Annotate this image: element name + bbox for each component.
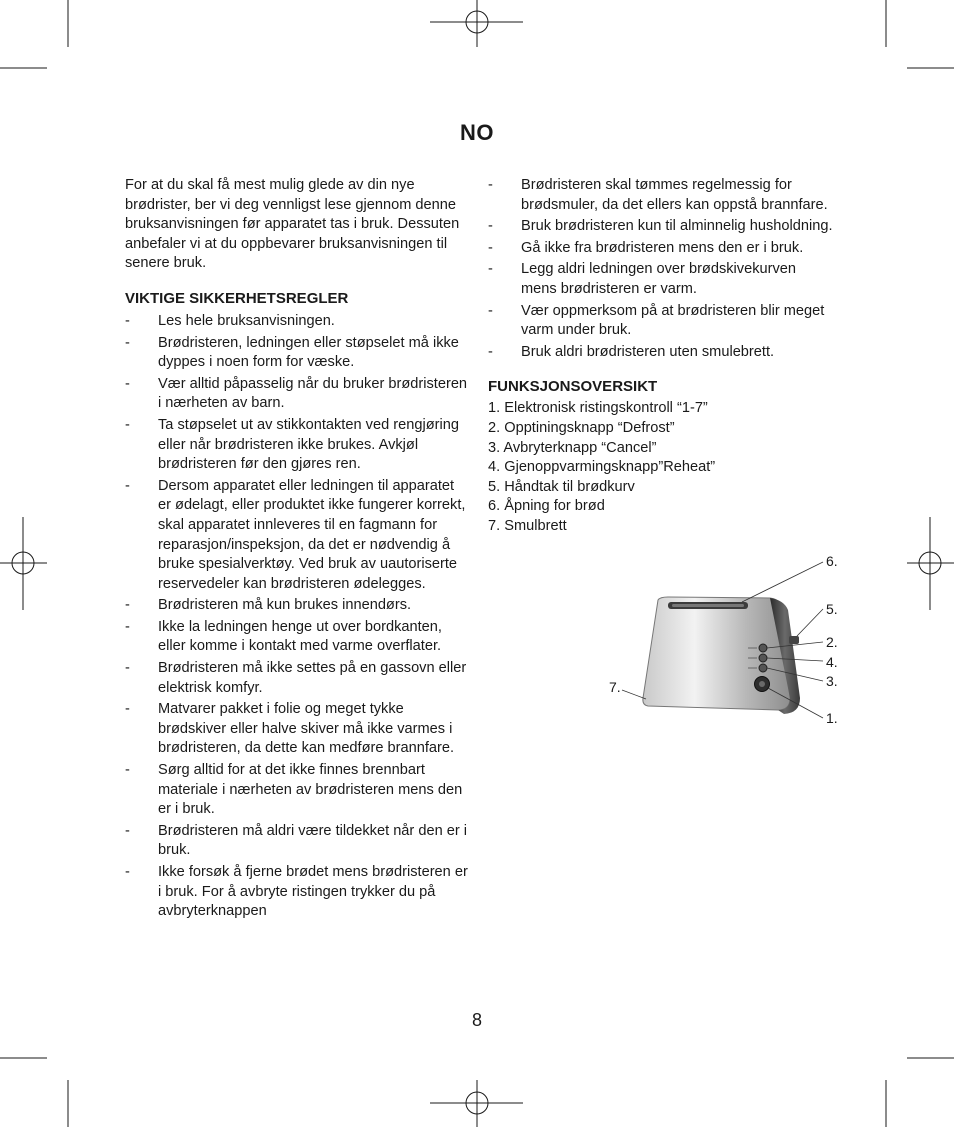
bullet-dash: - <box>488 177 493 193</box>
bullet-dash: - <box>488 343 493 360</box>
right-column <box>488 176 833 537</box>
list-item: - Bruk brødristeren kun til alminnelig husholdning. <box>488 217 833 237</box>
bullet-dash: - <box>125 597 130 614</box>
toaster-figure <box>600 548 850 728</box>
bullet-dash: - <box>125 660 130 677</box>
list-item: - Ikke forsøk å fjerne brødet mens brødristeren er i bruk. For å avbryte ristingen trykker du på avbryterknappen <box>125 864 468 920</box>
safety-heading: VIKTIGE SIKKERHETSREGLER <box>125 289 349 307</box>
list-item: 1. Elektronisk ristingskontroll “1-7” <box>488 400 708 417</box>
list-item: - Brødristeren skal tømmes regelmessig for brødsmuler, da det ellers kan oppstå brannfare. <box>488 177 828 213</box>
list-item: 5. Håndtak til brødkurv <box>488 478 635 495</box>
list-item: - Brødristeren må ikke settes på en gassovn eller elektrisk komfyr. <box>125 660 467 696</box>
callout-label-5: 5. <box>826 601 838 617</box>
safety-list-continued <box>488 176 833 362</box>
callout-label-4: 4. <box>826 654 838 670</box>
list-item: 3. Avbryterknapp “Cancel” <box>488 439 657 456</box>
list-item: - Brødristeren må aldri være tildekket når den er i bruk. <box>125 822 468 859</box>
bullet-dash: - <box>125 312 130 329</box>
list-item: - Les hele bruksanvisningen. <box>125 312 470 332</box>
bullet-dash: - <box>125 701 130 718</box>
bullet-dash: - <box>488 302 493 319</box>
bullet-dash: - <box>125 334 130 351</box>
bullet-dash: - <box>125 822 130 839</box>
bullet-dash: - <box>488 239 493 256</box>
list-item: - Brødristeren må kun brukes innendørs. <box>125 596 470 616</box>
bullet-dash: - <box>125 477 130 494</box>
toaster-illustration <box>600 548 850 728</box>
intro-paragraph: For at du skal få mest mulig glede av din nye brødrister, ber vi deg vennligst lese gjennom denne bruksanvisningen før apparatet tas i bruk. Dessuten anbefaler vi at du oppbevarer bruksanvisningen til senere bruk. <box>125 177 460 272</box>
bullet-dash: - <box>125 618 130 635</box>
callout-label-3: 3. <box>826 673 838 689</box>
list-item: - Bruk aldri brødristeren uten smulebrett. <box>488 343 833 363</box>
list-item: - Legg aldri ledningen over brødskivekurven mens brødristeren er varm. <box>488 261 797 297</box>
callout-label-1: 1. <box>826 710 838 726</box>
callout-label-6: 6. <box>826 553 838 569</box>
list-item: - Vær alltid påpasselig når du bruker brødristeren i nærheten av barn. <box>125 375 468 412</box>
callout-label-7: 7. <box>609 679 621 695</box>
list-item: - Vær oppmerksom på at brødristeren blir meget varm under bruk. <box>488 302 825 339</box>
language-heading: NO <box>460 120 494 145</box>
callout-label-2: 2. <box>826 634 838 650</box>
page-number: 8 <box>471 1010 482 1030</box>
functions-list <box>488 399 833 536</box>
list-item: 4. Gjenoppvarmingsknapp”Reheat” <box>488 459 716 476</box>
functions-heading: FUNKSJONSOVERSIKT <box>488 378 658 396</box>
bullet-dash: - <box>488 218 493 235</box>
list-item: 2. Opptiningsknapp “Defrost” <box>488 419 675 436</box>
left-column <box>125 176 470 924</box>
list-item: - Brødristeren, ledningen eller støpselet må ikke dyppes i noen form for væske. <box>125 334 459 371</box>
list-item: - Dersom apparatet eller ledningen til apparatet er ødelagt, eller produktet ikke fungerer korrekt, skal apparatet innleveres til en fagmann for reparasjon/inspeksjon, da det er nødvendig å bruke spesialverktøy. Ved bruk av uautoriserte reservedeler kan brødristeren ødelegges. <box>125 477 466 592</box>
bullet-dash: - <box>125 416 130 433</box>
list-item: 6. Åpning for brød <box>488 498 605 515</box>
list-item: - Ikke la ledningen henge ut over bordkanten, eller komme i kontakt med varme overflater. <box>125 618 442 655</box>
bullet-dash: - <box>125 762 130 779</box>
list-item: 7. Smulbrett <box>488 517 567 534</box>
list-item: - Ta støpselet ut av stikkontakten ved rengjøring eller når brødristeren ikke brukes. Avkjøl brødristeren før den gjøres ren. <box>125 416 459 473</box>
bullet-dash: - <box>125 375 130 392</box>
bullet-dash: - <box>125 864 130 880</box>
list-item: - Gå ikke fra brødristeren mens den er i bruk. <box>488 239 833 259</box>
list-item: - Sørg alltid for at det ikke finnes brennbart materiale i nærheten av brødristeren mens den er i bruk. <box>125 762 463 818</box>
bullet-dash: - <box>488 261 493 278</box>
list-item: - Matvarer pakket i folie og meget tykke brødskiver eller halve skiver må ikke varmes i brødristeren, da dette kan medføre brannfare. <box>125 701 455 757</box>
safety-list <box>125 312 470 922</box>
